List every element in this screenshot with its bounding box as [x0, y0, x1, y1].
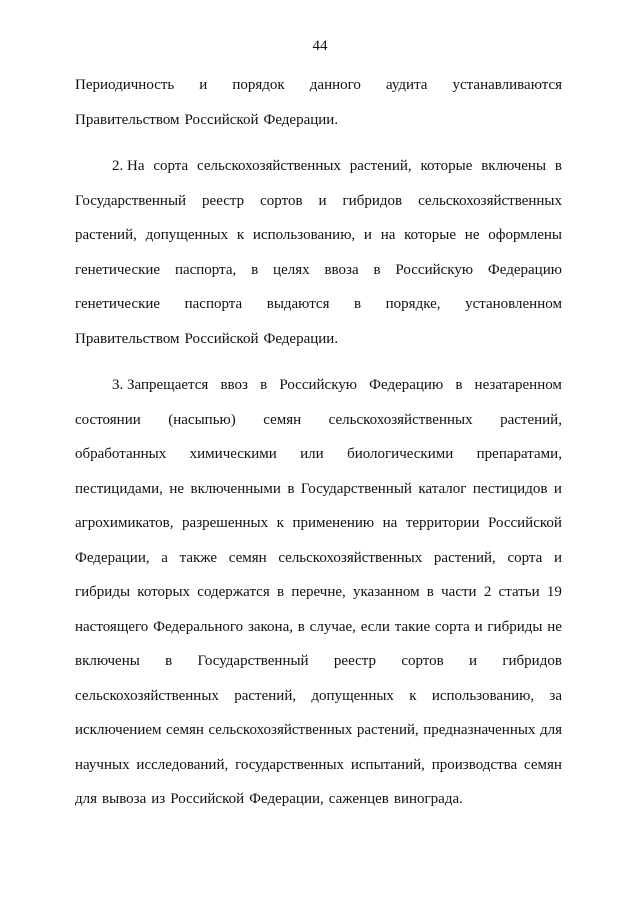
word: Правительством: [75, 111, 180, 128]
word: и: [199, 77, 208, 93]
word: паспорта: [184, 296, 243, 312]
text-line: [75, 103, 562, 138]
word: обработанных: [75, 446, 167, 462]
word: семян: [228, 549, 267, 566]
word: (насыпью): [168, 411, 236, 428]
word: Периодичность: [75, 77, 175, 93]
word: в: [455, 377, 463, 393]
word: семян: [263, 411, 302, 428]
word: Федерации,: [75, 549, 150, 566]
word: сортов: [401, 653, 444, 669]
text-line: [75, 287, 562, 322]
text-line: [75, 68, 562, 103]
word: разрешенных: [182, 515, 269, 531]
word: в: [287, 480, 295, 497]
word: гибридов: [342, 192, 403, 209]
word: статьи: [498, 584, 540, 600]
text-line: [75, 368, 562, 403]
text-line: [75, 218, 562, 253]
word: биологическими: [347, 446, 454, 462]
word: в: [354, 296, 362, 312]
word: к: [409, 687, 417, 704]
word: испытаний,: [350, 756, 425, 773]
word: сорта: [507, 549, 543, 566]
word: к: [276, 515, 284, 531]
word: также: [179, 549, 218, 566]
text-line: [75, 713, 562, 748]
word: части: [441, 584, 477, 600]
word: производства: [431, 756, 518, 773]
word: Российскую: [395, 261, 474, 278]
word: Российской: [170, 791, 245, 807]
word: оформлены: [488, 227, 562, 243]
word: в: [165, 653, 173, 669]
word: препаратами,: [476, 446, 562, 462]
word: и: [474, 618, 483, 635]
word: пестицидов: [472, 480, 548, 497]
word: и: [553, 480, 562, 497]
paragraph-2: [75, 149, 562, 356]
word: закона,: [247, 618, 293, 635]
word: сорта: [434, 618, 470, 635]
word: аудита: [385, 77, 428, 93]
text-line: [75, 437, 562, 472]
word: установленном: [465, 296, 562, 312]
word: предназначенных: [423, 722, 536, 738]
word: 2. На: [112, 158, 145, 174]
word: сельскохозяйственных: [208, 722, 353, 738]
word: для: [539, 722, 562, 738]
word: растений,: [500, 411, 562, 428]
text-line: [75, 506, 562, 541]
word: использованию,: [252, 227, 356, 243]
word: и: [363, 227, 372, 243]
word: каталог: [418, 480, 467, 497]
page-number: 44: [312, 38, 328, 54]
word: которые: [420, 158, 473, 174]
word: паспорта,: [174, 261, 237, 278]
word: настоящего: [75, 618, 149, 635]
word: саженцев: [328, 791, 389, 807]
word: семян: [166, 722, 204, 738]
word: сельскохозяйственных: [328, 411, 473, 428]
word: за: [549, 687, 562, 704]
word: включены: [75, 653, 140, 669]
word: и: [318, 192, 327, 209]
paragraph-3: [75, 368, 562, 817]
word: Российской: [488, 515, 562, 531]
word: научных: [75, 756, 130, 773]
word: семян: [524, 756, 562, 773]
word: вывоза: [102, 791, 147, 807]
word: 3. Запрещается: [112, 377, 209, 393]
word: не: [169, 480, 185, 497]
word: такие: [394, 618, 431, 635]
word: использованию,: [431, 687, 535, 704]
word: реестр: [202, 192, 245, 209]
word: из: [151, 791, 166, 807]
word: порядке,: [385, 296, 441, 312]
word: содержатся: [197, 584, 270, 600]
word: исключением: [75, 722, 162, 738]
word: незатаренном: [474, 377, 562, 393]
word: растений,: [234, 687, 297, 704]
word: Федерации.: [263, 330, 339, 347]
word: реестр: [333, 653, 376, 669]
word: которые: [404, 227, 457, 243]
document-body: [75, 68, 562, 817]
word: территории: [405, 515, 480, 531]
word: Правительством: [75, 330, 180, 347]
word: в: [260, 377, 268, 393]
word: Федерации.: [263, 111, 339, 128]
word: сельскохозяйственных: [418, 192, 562, 209]
word: гибридов: [502, 653, 562, 669]
word: которых: [137, 584, 191, 600]
word: устанавливаются: [452, 77, 562, 93]
text-line: [75, 322, 562, 357]
text-line: [75, 149, 562, 184]
word: не: [547, 618, 562, 635]
word: на: [382, 515, 398, 531]
word: на: [380, 227, 396, 243]
word: целях: [273, 261, 310, 278]
word: а: [161, 549, 168, 566]
word: не: [464, 227, 480, 243]
word: Федерацию: [487, 261, 562, 278]
word: ввоза: [324, 261, 359, 278]
word: допущенных: [145, 227, 229, 243]
word: химическими: [189, 446, 277, 462]
word: если: [360, 618, 390, 635]
word: государственных: [235, 756, 345, 773]
word: Российской: [184, 330, 259, 347]
word: сельскохозяйственных: [278, 549, 423, 566]
word: сельскохозяйственных: [75, 687, 219, 704]
text-line: [75, 403, 562, 438]
text-line: [75, 472, 562, 507]
word: Государственный: [75, 192, 187, 209]
word: сельскохозяйственных: [197, 158, 341, 174]
word: винограда.: [393, 791, 463, 807]
text-line: [75, 644, 562, 679]
text-line: [75, 253, 562, 288]
word: Российской: [184, 111, 259, 128]
word: допущенных: [311, 687, 394, 704]
word: сорта: [153, 158, 189, 174]
word: применению: [292, 515, 375, 531]
word: состоянии: [75, 411, 141, 428]
word: Федерации,: [249, 791, 324, 807]
word: Государственный: [300, 480, 412, 497]
word: для: [75, 791, 98, 807]
paragraph-gap: [75, 137, 562, 149]
word: указанном: [353, 584, 420, 600]
word: перечне,: [291, 584, 346, 600]
paragraph-1: [75, 68, 562, 137]
word: включены: [481, 158, 547, 174]
word: Федерального: [153, 618, 244, 635]
word: данного: [309, 77, 361, 93]
word: агрохимикатов,: [75, 515, 174, 531]
word: и: [469, 653, 478, 669]
text-line: [75, 575, 562, 610]
text-line: [75, 541, 562, 576]
word: в: [251, 261, 259, 278]
text-line: [75, 679, 562, 714]
word: генетические: [75, 296, 161, 312]
word: в: [373, 261, 381, 278]
word: генетические: [75, 261, 161, 278]
word: в: [276, 584, 285, 600]
word: ввоз: [220, 377, 248, 393]
word: Федерацию: [369, 377, 444, 393]
word: и: [553, 549, 562, 566]
text-line: [75, 184, 562, 219]
word: в: [554, 158, 562, 174]
word: гибриды: [487, 618, 543, 635]
word: Государственный: [197, 653, 309, 669]
paragraph-gap: [75, 356, 562, 368]
word: растений,: [356, 722, 419, 738]
text-line: [75, 748, 562, 783]
text-line: [75, 610, 562, 645]
word: включенными: [190, 480, 281, 497]
word: в: [297, 618, 305, 635]
word: сортов: [260, 192, 303, 209]
word: растений,: [75, 227, 137, 243]
word: Российскую: [279, 377, 357, 393]
word: 19: [546, 584, 562, 600]
word: выдаются: [266, 296, 330, 312]
word: растений,: [433, 549, 496, 566]
word: исследований,: [136, 756, 229, 773]
word: в: [426, 584, 434, 600]
word: гибриды: [75, 584, 131, 600]
word: или: [300, 446, 324, 462]
text-line: [75, 782, 562, 817]
word: 2: [483, 584, 492, 600]
word: к: [236, 227, 245, 243]
word: случае,: [309, 618, 356, 635]
word: пестицидами,: [75, 480, 163, 497]
word: порядок: [232, 77, 285, 93]
word: растений,: [349, 158, 412, 174]
